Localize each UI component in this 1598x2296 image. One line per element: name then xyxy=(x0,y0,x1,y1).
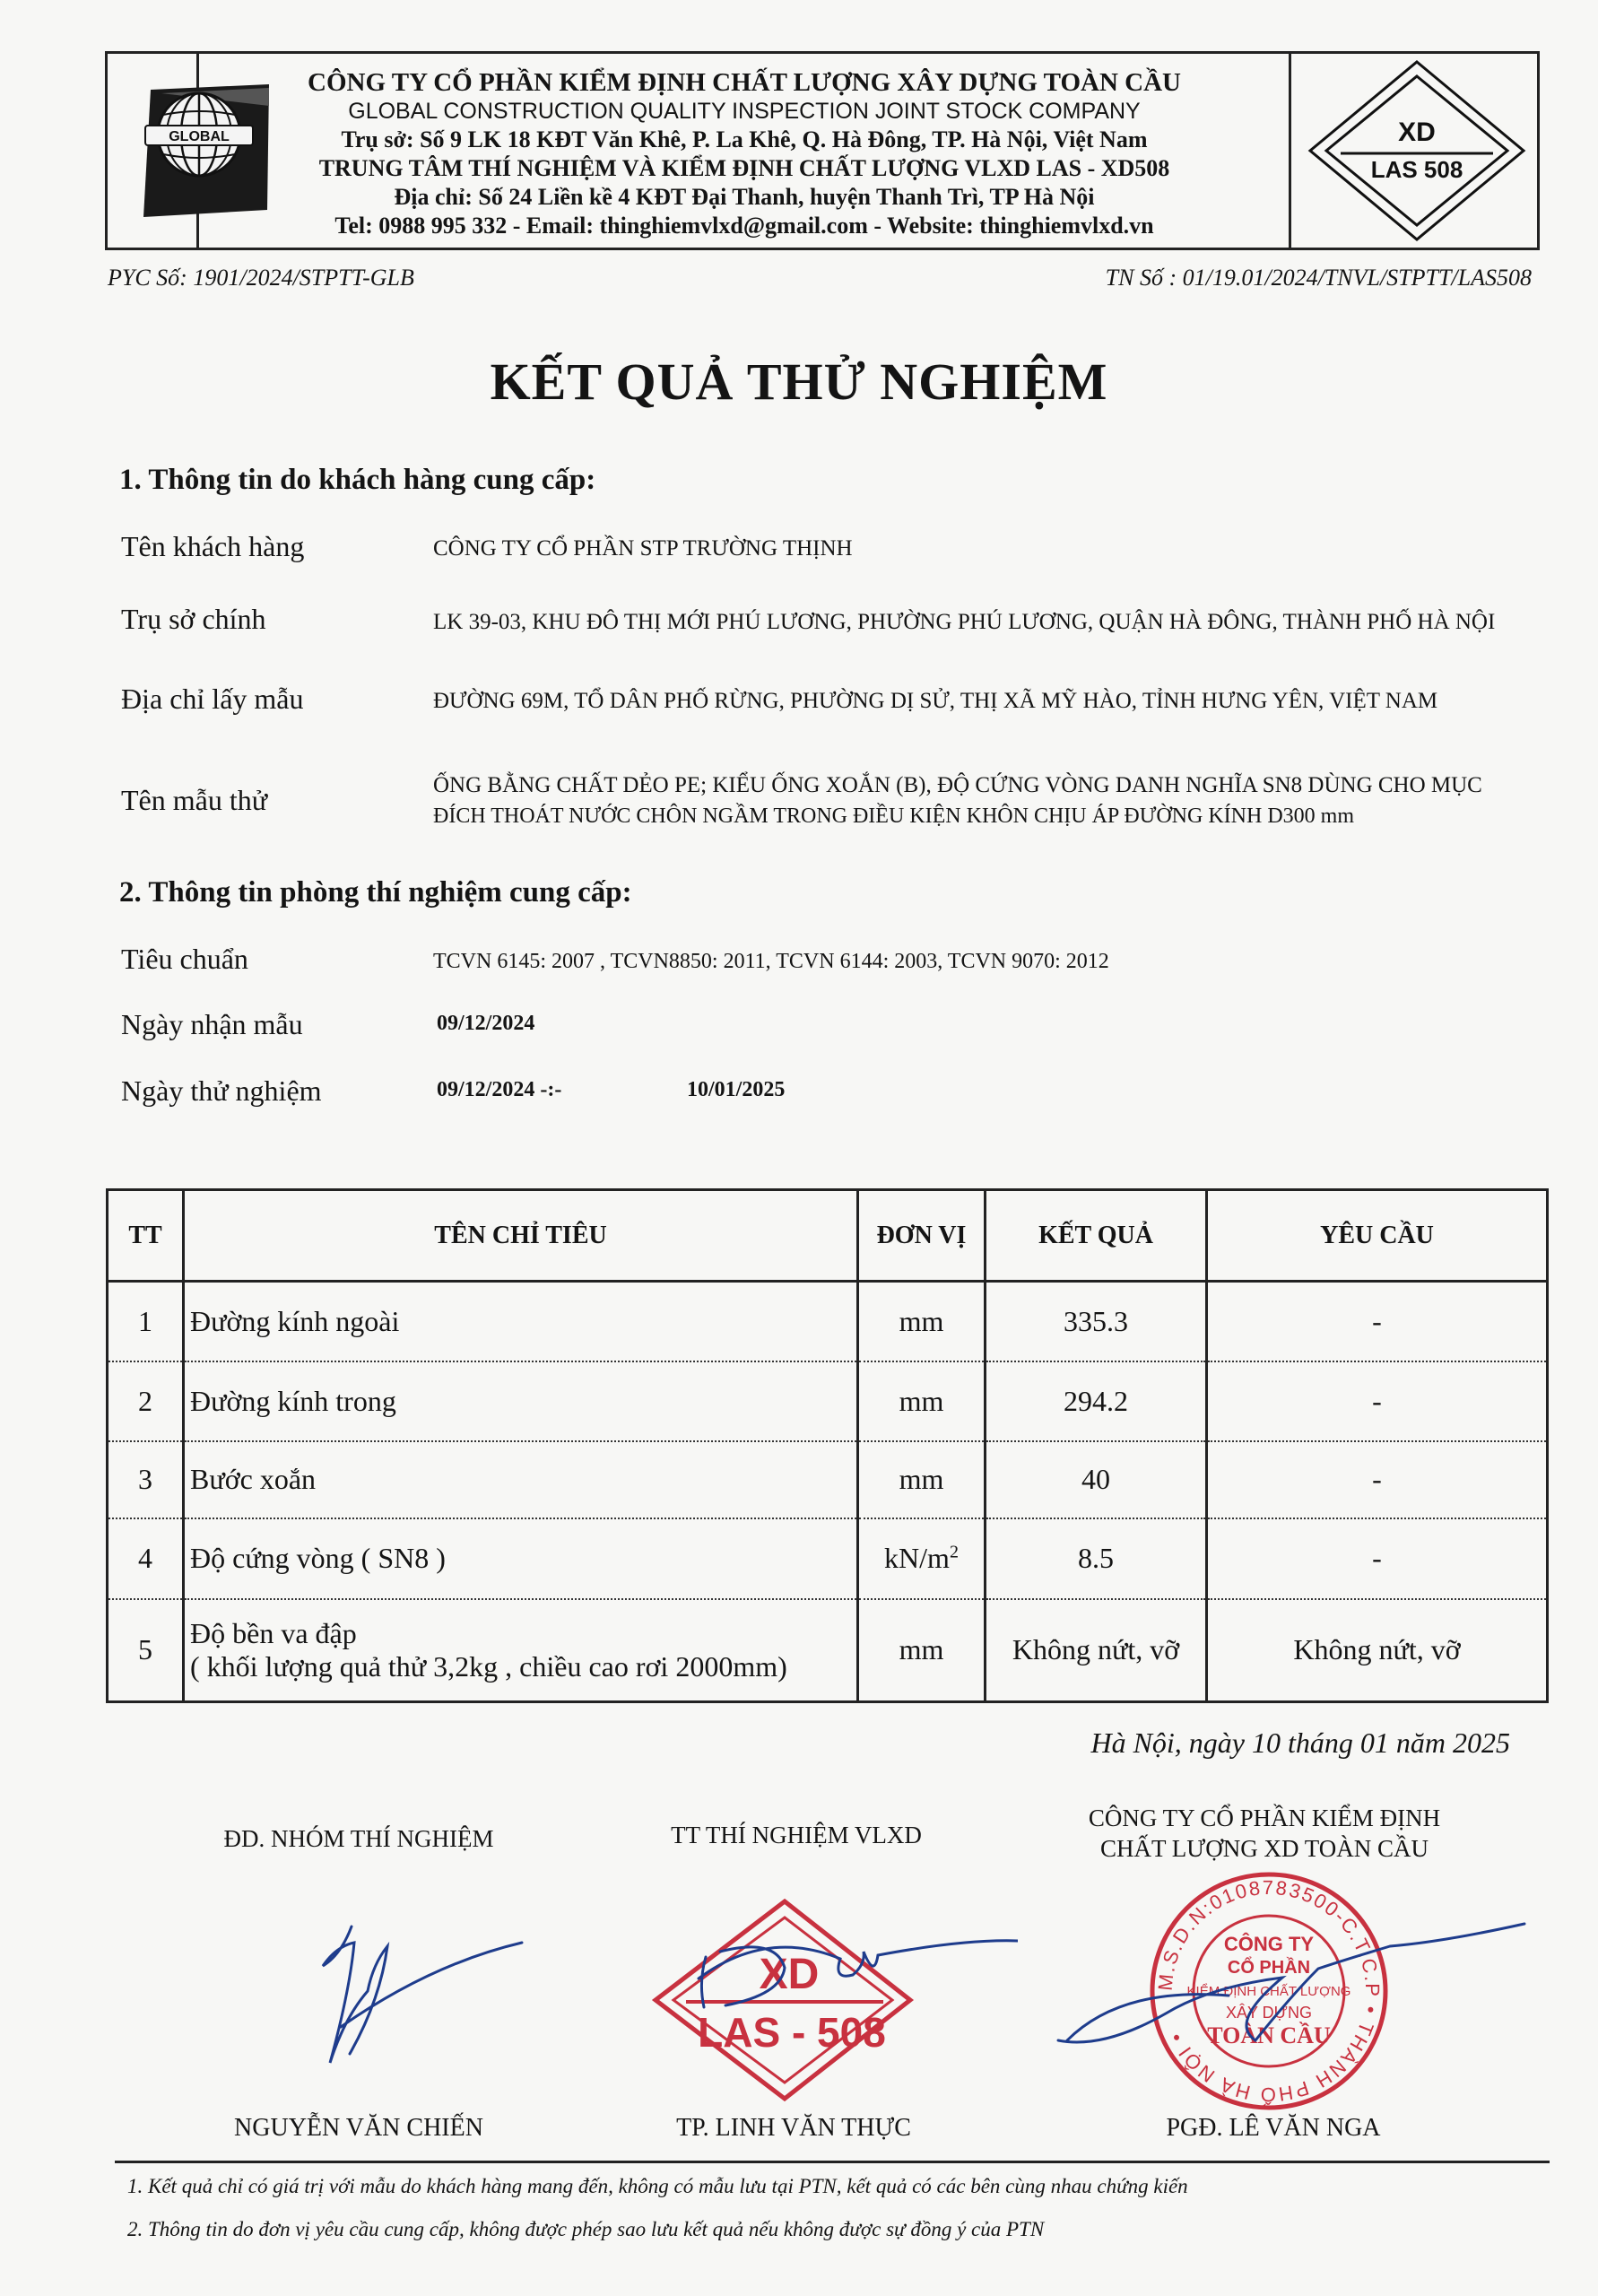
column-header-tt: TT xyxy=(108,1190,184,1282)
cell-unit: mm xyxy=(858,1282,986,1361)
cell-requirement: - xyxy=(1207,1361,1548,1441)
head-office-address: Trụ sở: Số 9 LK 18 KĐT Văn Khê, P. La Khê, Q. Hà Đông, TP. Hà Nội, Việt Nam xyxy=(341,126,1148,152)
stamp-ring-text: M.S.D.N:0108783500-C.T.C.P • THÀNH PHỐ HÀ NỘI • xyxy=(1153,1875,1385,2107)
column-header-unit: ĐƠN VỊ xyxy=(858,1190,986,1282)
results-table xyxy=(106,1188,1549,1703)
cell-requirement: Không nứt, vỡ xyxy=(1207,1599,1548,1702)
footer-divider xyxy=(115,2161,1550,2163)
table-row xyxy=(108,1282,1548,1361)
badge-bottom-text: LAS 508 xyxy=(1370,156,1463,183)
signer-name-nga: PGĐ. LÊ VĂN NGA xyxy=(1166,2114,1381,2142)
contact-line: Tel: 0988 995 332 - Email: thinghiemvlxd@gmail.com - Website: thinghiemvlxd.vn xyxy=(334,213,1154,239)
test-date-to: 10/01/2025 xyxy=(687,1078,786,1101)
company-signer-title: CHẤT LƯỢNG XD TOÀN CẦU xyxy=(1100,1835,1429,1862)
stamp-round-line3: KIỂM ĐỊNH CHẤT LƯỢNG xyxy=(1186,1984,1351,1999)
stamp-lab-bottom: LAS - 508 xyxy=(698,2009,886,2056)
cell-name: Đường kính trong xyxy=(184,1361,858,1441)
cell-result: 335.3 xyxy=(986,1282,1207,1361)
received-date-value: 09/12/2024 xyxy=(437,1012,535,1035)
cell-requirement: - xyxy=(1207,1518,1548,1599)
request-number: PYC Số: 1901/2024/STPTT-GLB xyxy=(108,265,414,291)
customer-value: CÔNG TY CỔ PHẦN STP TRƯỜNG THỊNH xyxy=(433,536,853,561)
sample-name-value: ĐÍCH THOÁT NƯỚC CHÔN NGẦM TRONG ĐIỀU KIỆN KHÔN CHỊU ÁP ĐƯỜNG KÍNH D300 mm xyxy=(433,804,1354,828)
column-header-name: TÊN CHỈ TIÊU xyxy=(184,1190,858,1282)
column-header-requirement: YÊU CẦU xyxy=(1207,1190,1548,1282)
las-508-stamp xyxy=(641,1892,1018,2108)
cell-tt: 5 xyxy=(108,1599,184,1702)
sample-name-label: Tên mẫu thử xyxy=(121,784,268,816)
unit-superscript: 2 xyxy=(949,1542,959,1562)
sampling-address-value: ĐƯỜNG 69M, TỔ DÂN PHỐ RỪNG, PHƯỜNG DỊ SỬ, THỊ XÃ MỸ HÀO, TỈNH HƯNG YÊN, VIỆT NAM xyxy=(433,689,1438,713)
lab-center-name: TRUNG TÂM THÍ NGHIỆM VÀ KIỂM ĐỊNH CHẤT LƯỢNG VLXD LAS - XD508 xyxy=(318,155,1170,181)
stamp-round-line5: TOÀN CẦU xyxy=(1207,2022,1331,2048)
cell-tt: 2 xyxy=(108,1361,184,1441)
logo-text: GLOBAL xyxy=(169,129,230,144)
cell-tt: 1 xyxy=(108,1282,184,1361)
column-header-result: KẾT QUẢ xyxy=(986,1190,1207,1282)
company-name-vi: CÔNG TY CỔ PHẦN KIỂM ĐỊNH CHẤT LƯỢNG XÂY DỰNG TOÀN CẦU xyxy=(308,68,1181,97)
document-title: KẾT QUẢ THỬ NGHIỆM xyxy=(490,352,1108,411)
cell-result: 8.5 xyxy=(986,1518,1207,1599)
test-number: TN Số : 01/19.01/2024/TNVL/STPTT/LAS508 xyxy=(1105,265,1532,291)
cell-tt: 3 xyxy=(108,1441,184,1518)
footer-note-2: 2. Thông tin do đơn vị yêu cầu cung cấp, không được phép sao lưu kết quả nếu không được sự đồng ý của PTN xyxy=(127,2218,1045,2240)
cell-name: Độ cứng vòng ( SN8 ) xyxy=(184,1518,858,1599)
section1-heading: 1. Thông tin do khách hàng cung cấp: xyxy=(119,464,596,496)
footer-note-1: 1. Kết quả chỉ có giá trị với mẫu do khách hàng mang đến, không có mẫu lưu tại PTN, kết quả có các bên cùng nhau chứng kiến xyxy=(127,2175,1188,2197)
test-group-title: ĐD. NHÓM THÍ NGHIỆM xyxy=(223,1825,494,1852)
test-date-label: Ngày thử nghiệm xyxy=(121,1074,322,1107)
signer-name-chien: NGUYỄN VĂN CHIẾN xyxy=(234,2114,483,2142)
table-row xyxy=(108,1518,1548,1599)
cell-unit: mm xyxy=(858,1361,986,1441)
signature-chien xyxy=(287,1892,529,2072)
unit-text: kN/m xyxy=(884,1542,950,1574)
las-508-badge xyxy=(1305,57,1529,245)
company-name-en: GLOBAL CONSTRUCTION QUALITY INSPECTION JOINT STOCK COMPANY xyxy=(348,99,1141,124)
test-date-from: 09/12/2024 -:- xyxy=(437,1078,562,1101)
table-row xyxy=(108,1441,1548,1518)
cell-name: Đường kính ngoài xyxy=(184,1282,858,1361)
sampling-address-label: Địa chỉ lấy mẫu xyxy=(121,683,304,715)
cell-requirement: - xyxy=(1207,1282,1548,1361)
signer-name-thuc: TP. LINH VĂN THỰC xyxy=(676,2114,911,2142)
hq-value: LK 39-03, KHU ĐÔ THỊ MỚI PHÚ LƯƠNG, PHƯỜNG PHÚ LƯƠNG, QUẬN HÀ ĐÔNG, THÀNH PHỐ HÀ NỘI xyxy=(433,610,1496,634)
cell-unit xyxy=(858,1518,986,1599)
stamp-round-line2: CỔ PHẦN xyxy=(1227,1958,1311,1978)
badge-top-text: XD xyxy=(1398,117,1436,147)
stamp-lab-top: XD xyxy=(759,1951,820,1998)
table-row xyxy=(108,1599,1548,1702)
standard-value: TCVN 6145: 2007 , TCVN8850: 2011, TCVN 6144: 2003, TCVN 9070: 2012 xyxy=(433,950,1109,973)
cell-name: Bước xoắn xyxy=(184,1441,858,1518)
company-round-stamp xyxy=(1049,1861,1578,2121)
cell-name-line1: Độ bền va đập xyxy=(190,1616,357,1649)
cell-unit: mm xyxy=(858,1441,986,1518)
sample-name-value: ỐNG BẰNG CHẤT DẺO PE; KIỂU ỐNG XOẮN (B), ĐỘ CỨNG VÒNG DANH NGHĨA SN8 DÙNG CHO MỤC xyxy=(433,773,1482,797)
stamp-round-line1: CÔNG TY xyxy=(1223,1933,1315,1955)
cell-unit: mm xyxy=(858,1599,986,1702)
cell-name-line2: ( khối lượng quả thử 3,2kg , chiều cao rơi 2000mm) xyxy=(190,1649,787,1683)
stamp-round-line4: XÂY DỰNG xyxy=(1225,2004,1313,2022)
cell-requirement: - xyxy=(1207,1441,1548,1518)
issue-date-line: Hà Nội, ngày 10 tháng 01 năm 2025 xyxy=(1090,1726,1510,1759)
cell-result: 294.2 xyxy=(986,1361,1207,1441)
section2-heading: 2. Thông tin phòng thí nghiệm cung cấp: xyxy=(119,876,632,909)
cell-tt: 4 xyxy=(108,1518,184,1599)
table-row xyxy=(108,1361,1548,1441)
table-header-row xyxy=(108,1190,1548,1282)
standard-label: Tiêu chuẩn xyxy=(121,943,248,975)
cell-result: 40 xyxy=(986,1441,1207,1518)
customer-label: Tên khách hàng xyxy=(121,530,305,562)
cell-result: Không nứt, vỡ xyxy=(986,1599,1207,1702)
letterhead-divider xyxy=(1289,51,1291,250)
lab-title: TT THÍ NGHIỆM VLXD xyxy=(671,1822,922,1848)
received-date-label: Ngày nhận mẫu xyxy=(121,1008,303,1040)
lab-address: Địa chỉ: Số 24 Liền kề 4 KĐT Đại Thanh, huyện Thanh Trì, TP Hà Nội xyxy=(394,184,1095,210)
cell-name xyxy=(184,1599,858,1702)
hq-label: Trụ sở chính xyxy=(121,603,266,635)
company-signer-title: CÔNG TY CỔ PHẦN KIỂM ĐỊNH xyxy=(1088,1805,1441,1831)
